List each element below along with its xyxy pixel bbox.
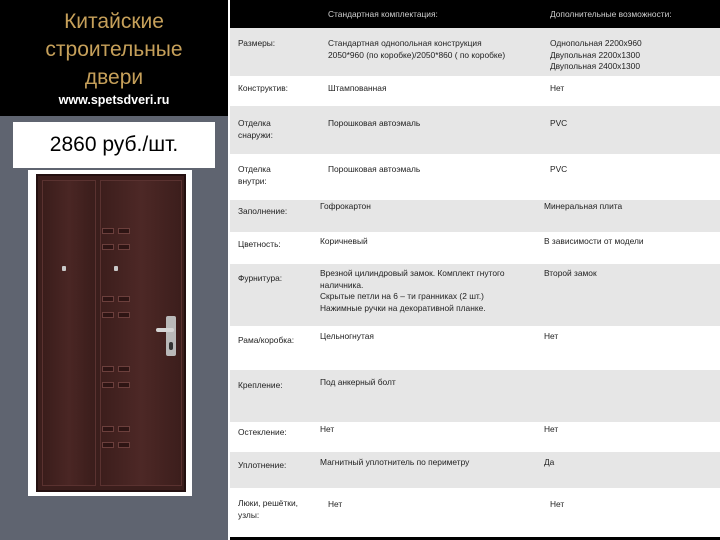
door-left-leaf xyxy=(42,180,96,486)
door-handle-plate xyxy=(166,316,176,356)
brand-title: Китайские строительные двери xyxy=(45,10,183,89)
door-panel-strip xyxy=(102,442,114,448)
row-optional: Да xyxy=(544,457,555,467)
row-label: Цветность: xyxy=(238,239,281,249)
row-label: Отделка снаружи: xyxy=(238,118,273,140)
door-panel-strip xyxy=(118,296,130,302)
table-row xyxy=(230,28,720,76)
table-row xyxy=(230,264,720,326)
row-optional: PVC xyxy=(550,164,568,174)
door-panel-strip xyxy=(118,244,130,250)
table-header xyxy=(230,0,720,28)
row-label: Уплотнение: xyxy=(238,460,287,470)
row-label: Остекление: xyxy=(238,427,287,437)
row-optional: Нет xyxy=(550,83,565,93)
door-image xyxy=(28,170,192,496)
keyhole-icon xyxy=(169,342,173,350)
door-panel-strip xyxy=(102,228,114,234)
door-panel-strip xyxy=(118,366,130,372)
table-row xyxy=(230,452,720,488)
door-body xyxy=(36,174,186,492)
row-optional: Однопольная 2200х960 Двупольная 2200х1300 Двупольная 2400х1300 xyxy=(550,38,642,71)
row-label: Рама/коробка: xyxy=(238,335,295,345)
row-standard: Под анкерный болт xyxy=(320,377,396,387)
table-row xyxy=(230,200,720,232)
door-panel-strip xyxy=(102,426,114,432)
door-panel-strip xyxy=(118,442,130,448)
row-label: Заполнение: xyxy=(238,206,288,216)
door-panel-strip xyxy=(102,366,114,372)
row-standard: Нет xyxy=(328,499,343,509)
row-optional: В зависимости от модели xyxy=(544,236,644,246)
price-box xyxy=(13,122,215,168)
table-row xyxy=(230,106,720,154)
row-optional: Нет xyxy=(544,331,559,341)
row-label: Люки, решётки, узлы: xyxy=(238,498,298,520)
row-standard: Гофрокартон xyxy=(320,201,371,211)
row-standard: Штампованная xyxy=(328,83,387,93)
row-optional: Нет xyxy=(544,424,559,434)
door-panel-strip xyxy=(118,228,130,234)
price-label: 2860 руб./шт. xyxy=(49,133,179,156)
left-panel xyxy=(0,0,228,540)
row-optional: Нет xyxy=(550,499,565,509)
header-optional: Дополнительные возможности: xyxy=(550,9,672,19)
row-standard: Порошковая автоэмаль xyxy=(328,118,421,128)
spec-table xyxy=(228,0,720,540)
door-panel-strip xyxy=(102,382,114,388)
row-standard: Нет xyxy=(320,424,335,434)
header-standard: Стандартная комплектация: xyxy=(328,9,438,19)
row-standard: Врезной цилиндровый замок. Комплект гнутого наличника. Скрытые петли на 6 – ти гранниках (2 шт.) Нажимные ручки на декоративной планке. xyxy=(320,268,505,313)
table-row xyxy=(230,326,720,370)
row-optional: PVC xyxy=(550,118,568,128)
table-row xyxy=(230,370,720,422)
brand-url[interactable]: www.spetsdveri.ru xyxy=(58,93,170,107)
door-handle-icon xyxy=(156,328,174,332)
table-row xyxy=(230,76,720,106)
brand-block xyxy=(0,0,228,116)
door-panel-strip xyxy=(118,382,130,388)
table-row xyxy=(230,232,720,264)
row-optional: Второй замок xyxy=(544,268,597,278)
row-standard: Порошковая автоэмаль xyxy=(328,164,421,174)
row-optional: Минеральная плита xyxy=(544,201,623,211)
table-row xyxy=(230,154,720,200)
row-standard: Цельногнутая xyxy=(320,331,374,341)
door-panel-strip xyxy=(102,312,114,318)
row-label: Конструктив: xyxy=(238,83,288,93)
door-panel-strip xyxy=(102,296,114,302)
row-standard: Коричневый xyxy=(320,236,368,246)
door-bolt-knob xyxy=(114,266,118,271)
door-bolt-knob xyxy=(62,266,66,271)
row-label: Фурнитура: xyxy=(238,273,283,283)
row-label: Отделка внутри: xyxy=(238,164,271,186)
row-label: Размеры: xyxy=(238,38,276,48)
row-standard: Стандартная однопольная конструкция 2050*960 (по коробке)/2050*860 ( по коробке) xyxy=(328,38,506,60)
door-panel-strip xyxy=(118,312,130,318)
row-label: Крепление: xyxy=(238,380,283,390)
row-standard: Магнитный уплотнитель по периметру xyxy=(320,457,470,467)
door-panel-strip xyxy=(102,244,114,250)
table-row xyxy=(230,422,720,452)
table-row xyxy=(230,488,720,537)
door-panel-strip xyxy=(118,426,130,432)
